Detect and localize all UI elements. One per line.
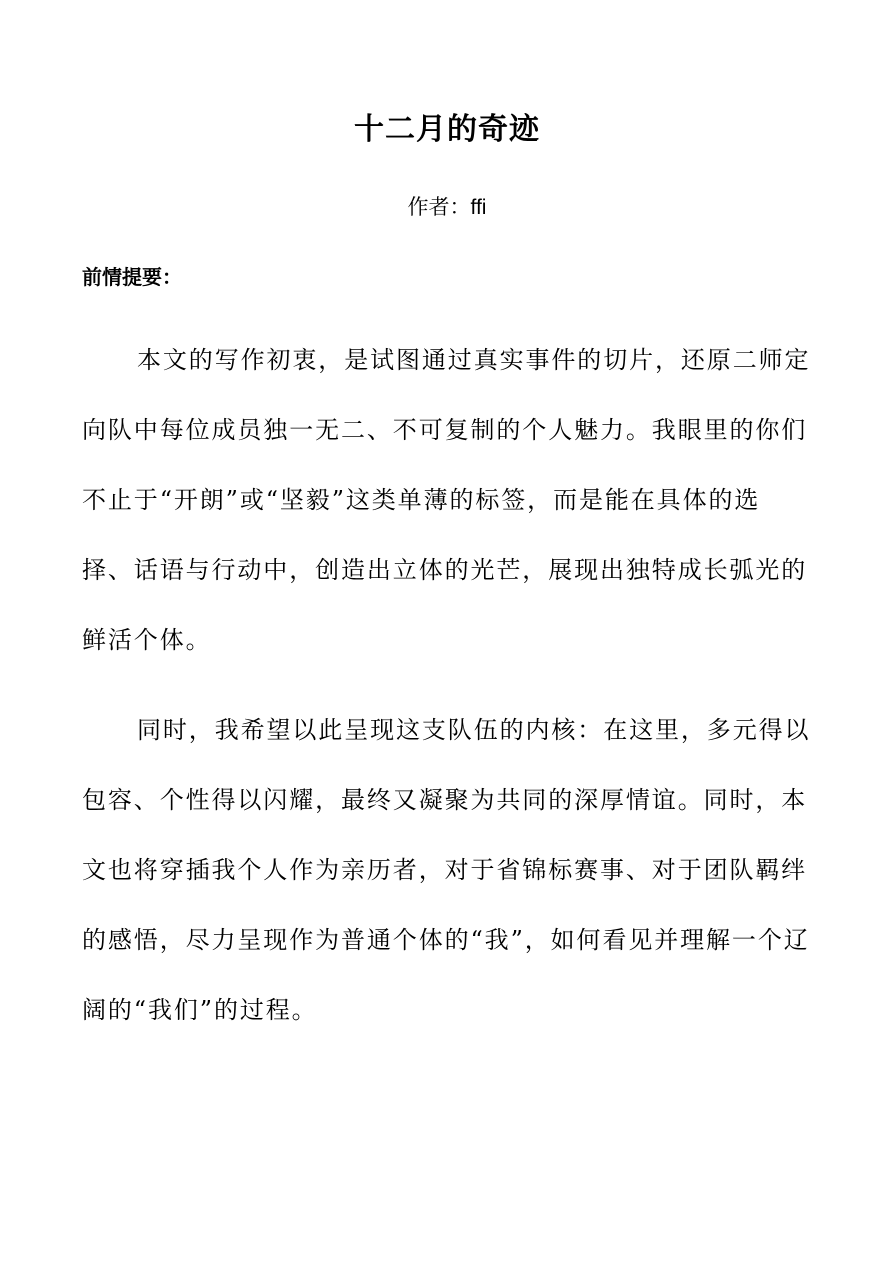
author-line: 作者：ffi [407,196,487,219]
paragraph-1: 本文的写作初衷，是试图通过真实事件的切片，还原二师定向队中每位成员独一无二、不可复制的个人魅力。我眼里的你们不止于“开朗”或“坚毅”这类单薄的标签，而是能在具体的选择、话语与行动中，创造出立体的光芒，展现出独特成长弧光的鲜活个体。 [82,346,811,654]
document-title: 十二月的奇迹 [354,112,540,147]
section-label: 前情提要： [82,265,182,289]
paragraph-2: 同时，我希望以此呈现这支队伍的内核：在这里，多元得以包容、个性得以闪耀，最终又凝聚为共同的深厚情谊。同时，本文也将穿插我个人作为亲历者，对于省锦标赛事、对于团队羁绊的感悟，尽力呈现作为普通个体的“我”，如何看见并理解一个辽阔的“我们”的过程。 [82,716,811,1024]
